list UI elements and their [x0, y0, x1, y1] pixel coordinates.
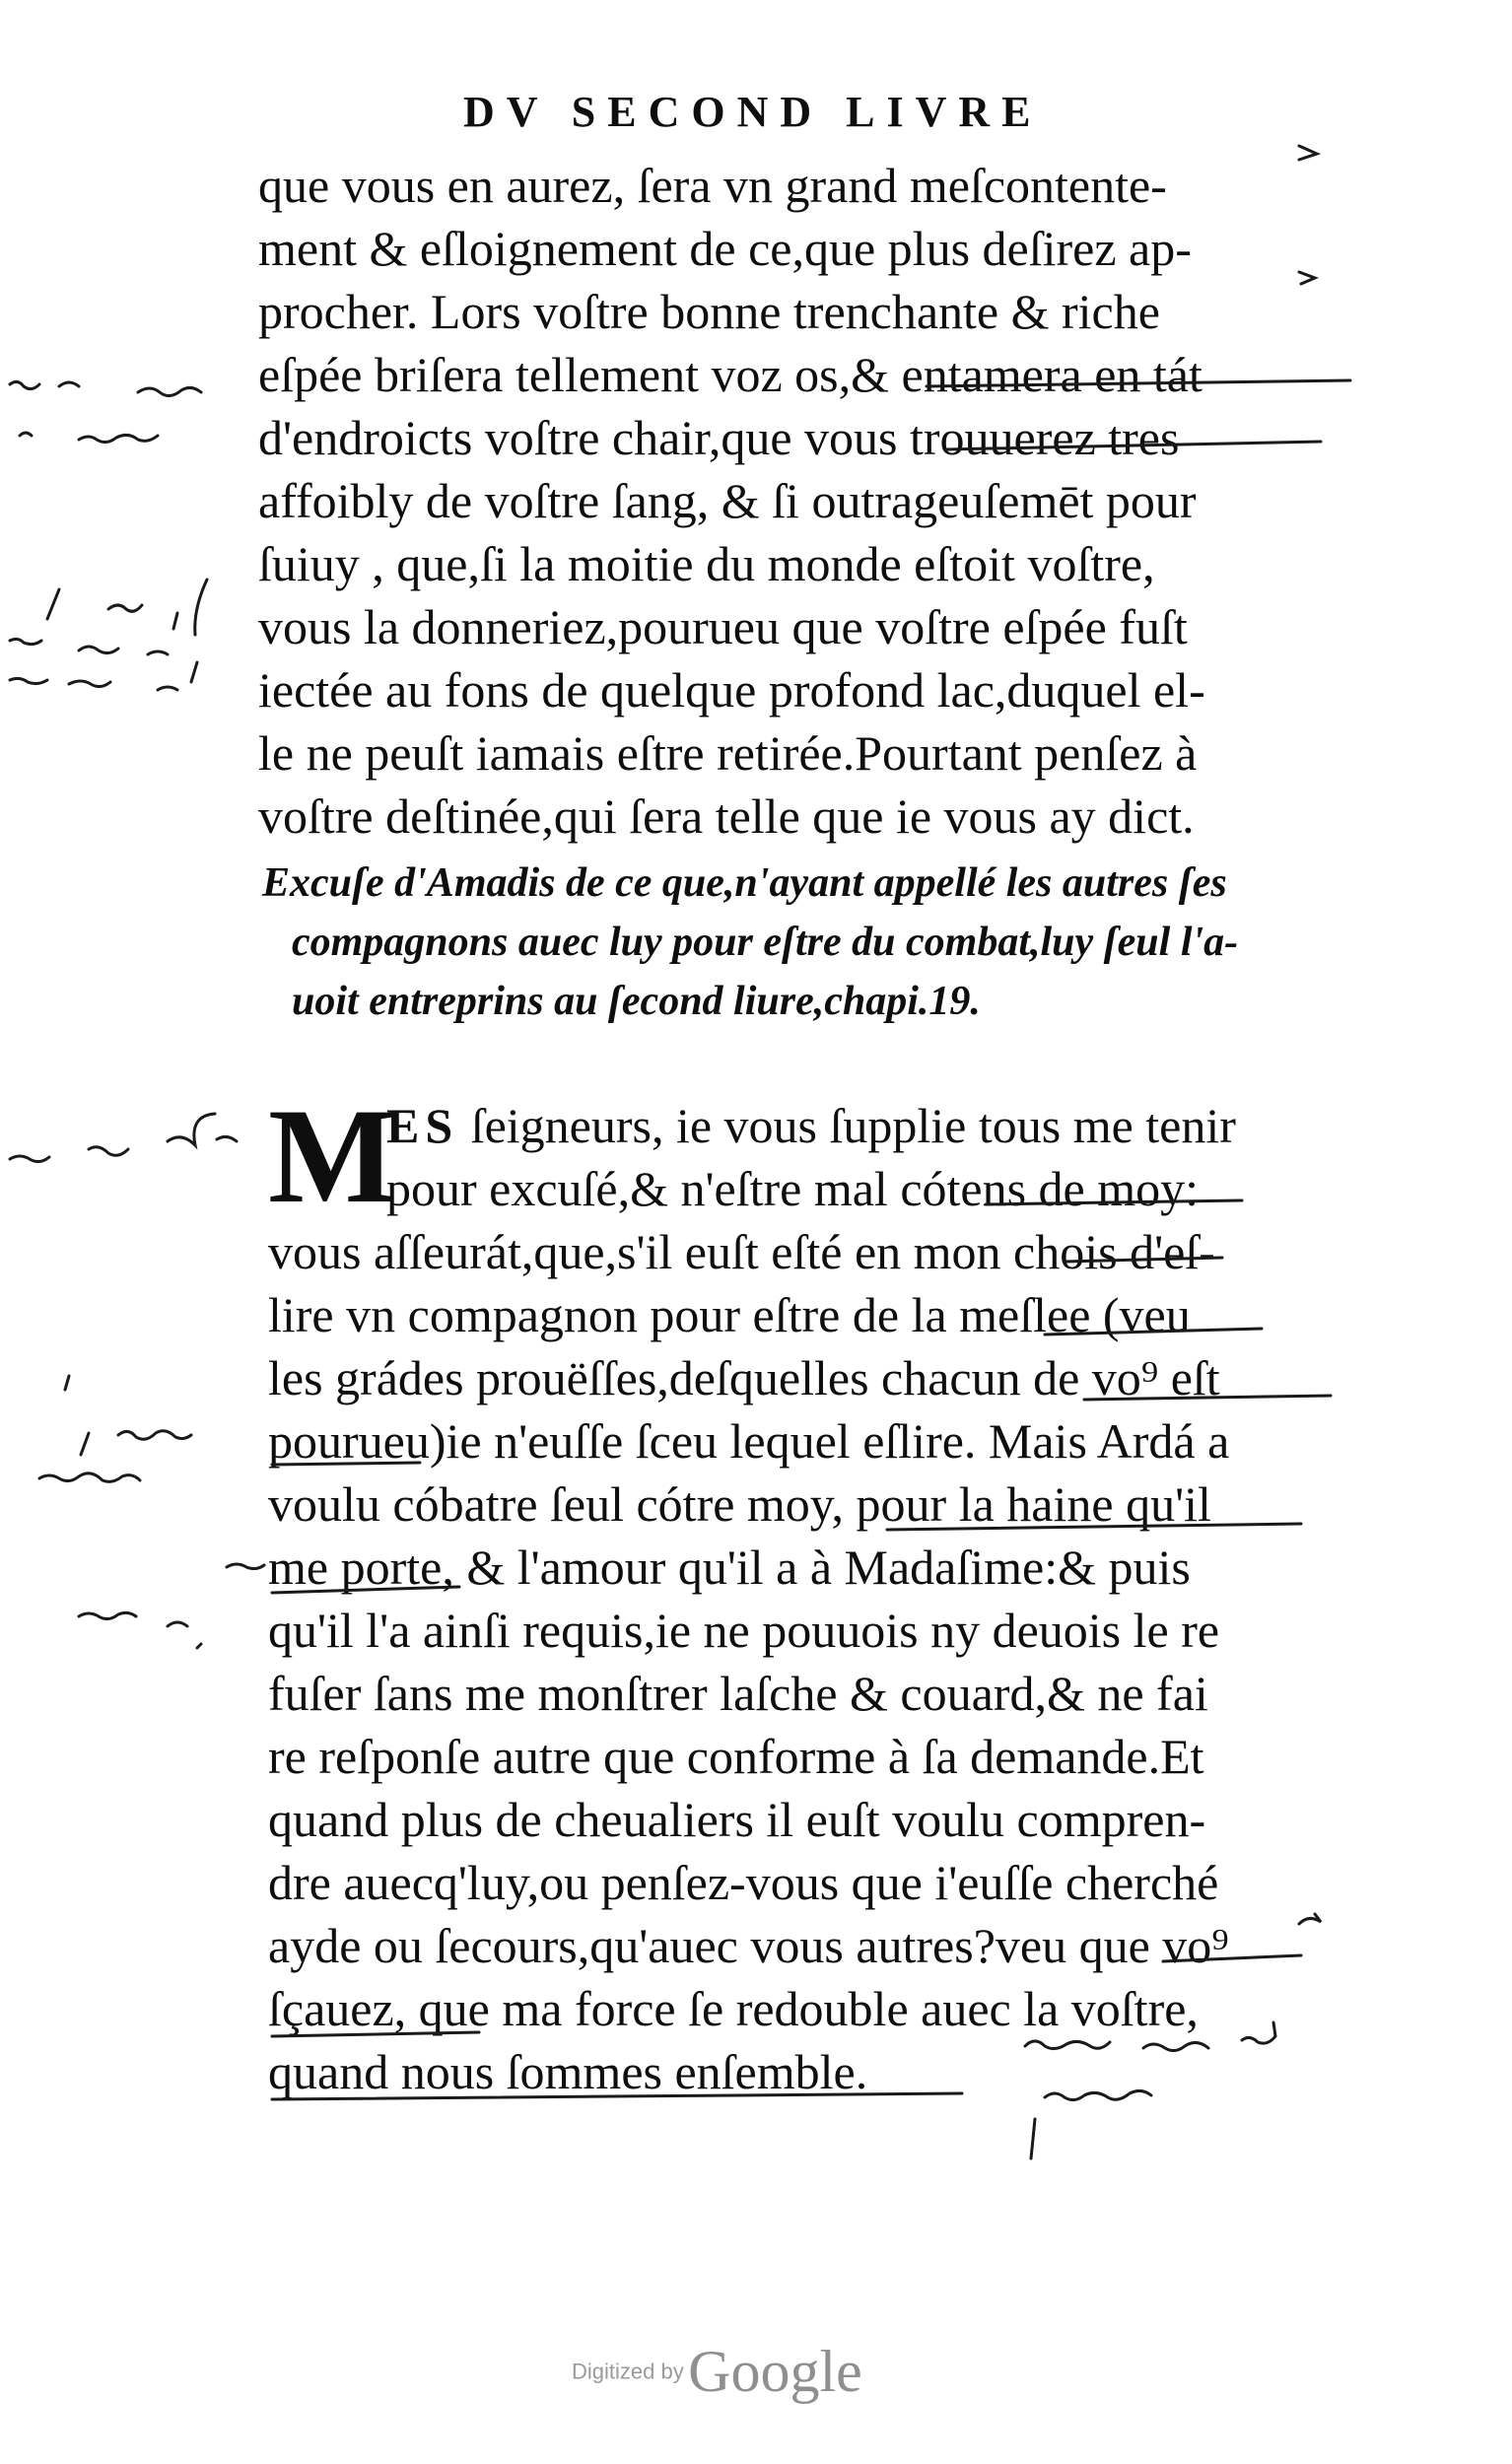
- google-logo: Google: [688, 2339, 862, 2404]
- running-head: DV SECOND LIVRE: [463, 88, 1043, 136]
- marginal-note-stroke: [10, 662, 197, 690]
- marginal-note-stroke: [20, 433, 158, 443]
- drop-cap: M: [268, 1080, 397, 1231]
- marginal-note-stroke: [39, 1376, 191, 1481]
- text-line: lire vn compagnon pour eſtre de la meſlee (veu: [268, 1287, 1191, 1342]
- digitized-label: Digitized by: [572, 2359, 684, 2384]
- digitized-footer: [572, 2338, 986, 2406]
- text-line: qu'il l'a ainſi requis,ie ne pouuois ny deuois le re: [268, 1603, 1220, 1658]
- text-line: voulu cóbatre ſeul cótre moy, pour la haine qu'il: [268, 1476, 1211, 1532]
- margin-mark: [1299, 1914, 1321, 1924]
- text-line: re reſponſe autre que conforme à ſa demande.Et: [268, 1729, 1204, 1784]
- marginal-note-stroke: [47, 580, 207, 635]
- text-line: quand nous ſommes enſemble.: [268, 2044, 868, 2099]
- underline-mark: [272, 1587, 1301, 2099]
- text-line: fuſer ſans me monſtrer laſche & couard,& ne fai: [268, 1666, 1208, 1721]
- text-line: ſuiuy , que,ſi la moitie du monde eſtoit voſtre,: [258, 536, 1155, 591]
- text-line: procher. Lors voſtre bonne trenchante & riche: [258, 284, 1160, 339]
- text-line: eſpée briſera tellement voz os,& entamera en tát: [258, 347, 1203, 402]
- marginal-note-stroke: [1031, 2090, 1151, 2158]
- marginal-note-stroke: [10, 1114, 237, 1162]
- text-line: vous aſſeurát,que,s'il euſt eſté en mon chois d'eſ-: [268, 1224, 1215, 1279]
- text-line: les grádes prouëſſes,deſquelles chacun de vo⁹ eſt: [268, 1350, 1220, 1405]
- text-line: ment & eſloignement de ce,que plus deſirez ap-: [258, 221, 1192, 276]
- text-line: ſçauez, que ma force ſe redouble auec la voſtre,: [268, 1981, 1199, 2036]
- underline-mark: [927, 380, 1350, 449]
- marginal-note-stroke: [10, 381, 201, 395]
- text-line: vous la donneriez,pourueu que voſtre eſpée fuſt: [258, 599, 1188, 654]
- text-line: me porte, & l'amour qu'il a à Madaſime:& puis: [268, 1540, 1191, 1595]
- small-caps-lead: ES: [386, 1098, 459, 1153]
- marginal-note-stroke: [10, 639, 168, 654]
- text-line: le ne peuſt iamais eſtre retirée.Pourtant penſez à: [258, 725, 1198, 781]
- text-line-rest: ſeigneurs, ie vous ſupplie tous me tenir: [458, 1098, 1236, 1153]
- marginal-note-stroke: [79, 1564, 264, 1648]
- text-line: pourueu)ie n'euſſe ſceu lequel eſlire. Mais Ardá a: [268, 1413, 1230, 1469]
- underline-mark: [272, 1396, 1331, 1530]
- text-line: dre auecq'luy,ou penſez-vous que i'euſſe cherché: [268, 1855, 1219, 1910]
- text-line: iectée au fons de quelque profond lac,duquel el-: [258, 662, 1205, 718]
- margin-mark: [1299, 146, 1317, 284]
- text-line: voſtre deſtinée,qui ſera telle que ie vous ay dict.: [258, 788, 1195, 844]
- marginal-note-stroke: [1025, 2022, 1275, 2051]
- underline-mark: [986, 1200, 1262, 1335]
- text-line: ayde ou ſecours,qu'auec vous autres?veu que vo⁹: [268, 1918, 1229, 1973]
- text-line: d'endroicts voſtre chair,que vous trouuerez tres: [258, 410, 1180, 465]
- text-line: affoibly de voſtre ſang, & ſi outrageuſemēt pour: [258, 473, 1197, 528]
- chapter-rubric-line: Excuſe d'Amadis de ce que,n'ayant appellé les autres ſes: [262, 860, 1227, 906]
- text-line: quand plus de cheualiers il euſt voulu compren-: [268, 1792, 1206, 1847]
- text-line: que vous en aurez, ſera vn grand meſcontente-: [258, 158, 1167, 213]
- text-line: pour excuſé,& n'eſtre mal cótens de moy:: [386, 1161, 1200, 1216]
- chapter-rubric-line: compagnons auec luy pour eſtre du combat,luy ſeul l'a-: [292, 920, 1239, 965]
- chapter-rubric-line: uoit entreprins au ſecond liure,chapi.19.: [292, 979, 981, 1024]
